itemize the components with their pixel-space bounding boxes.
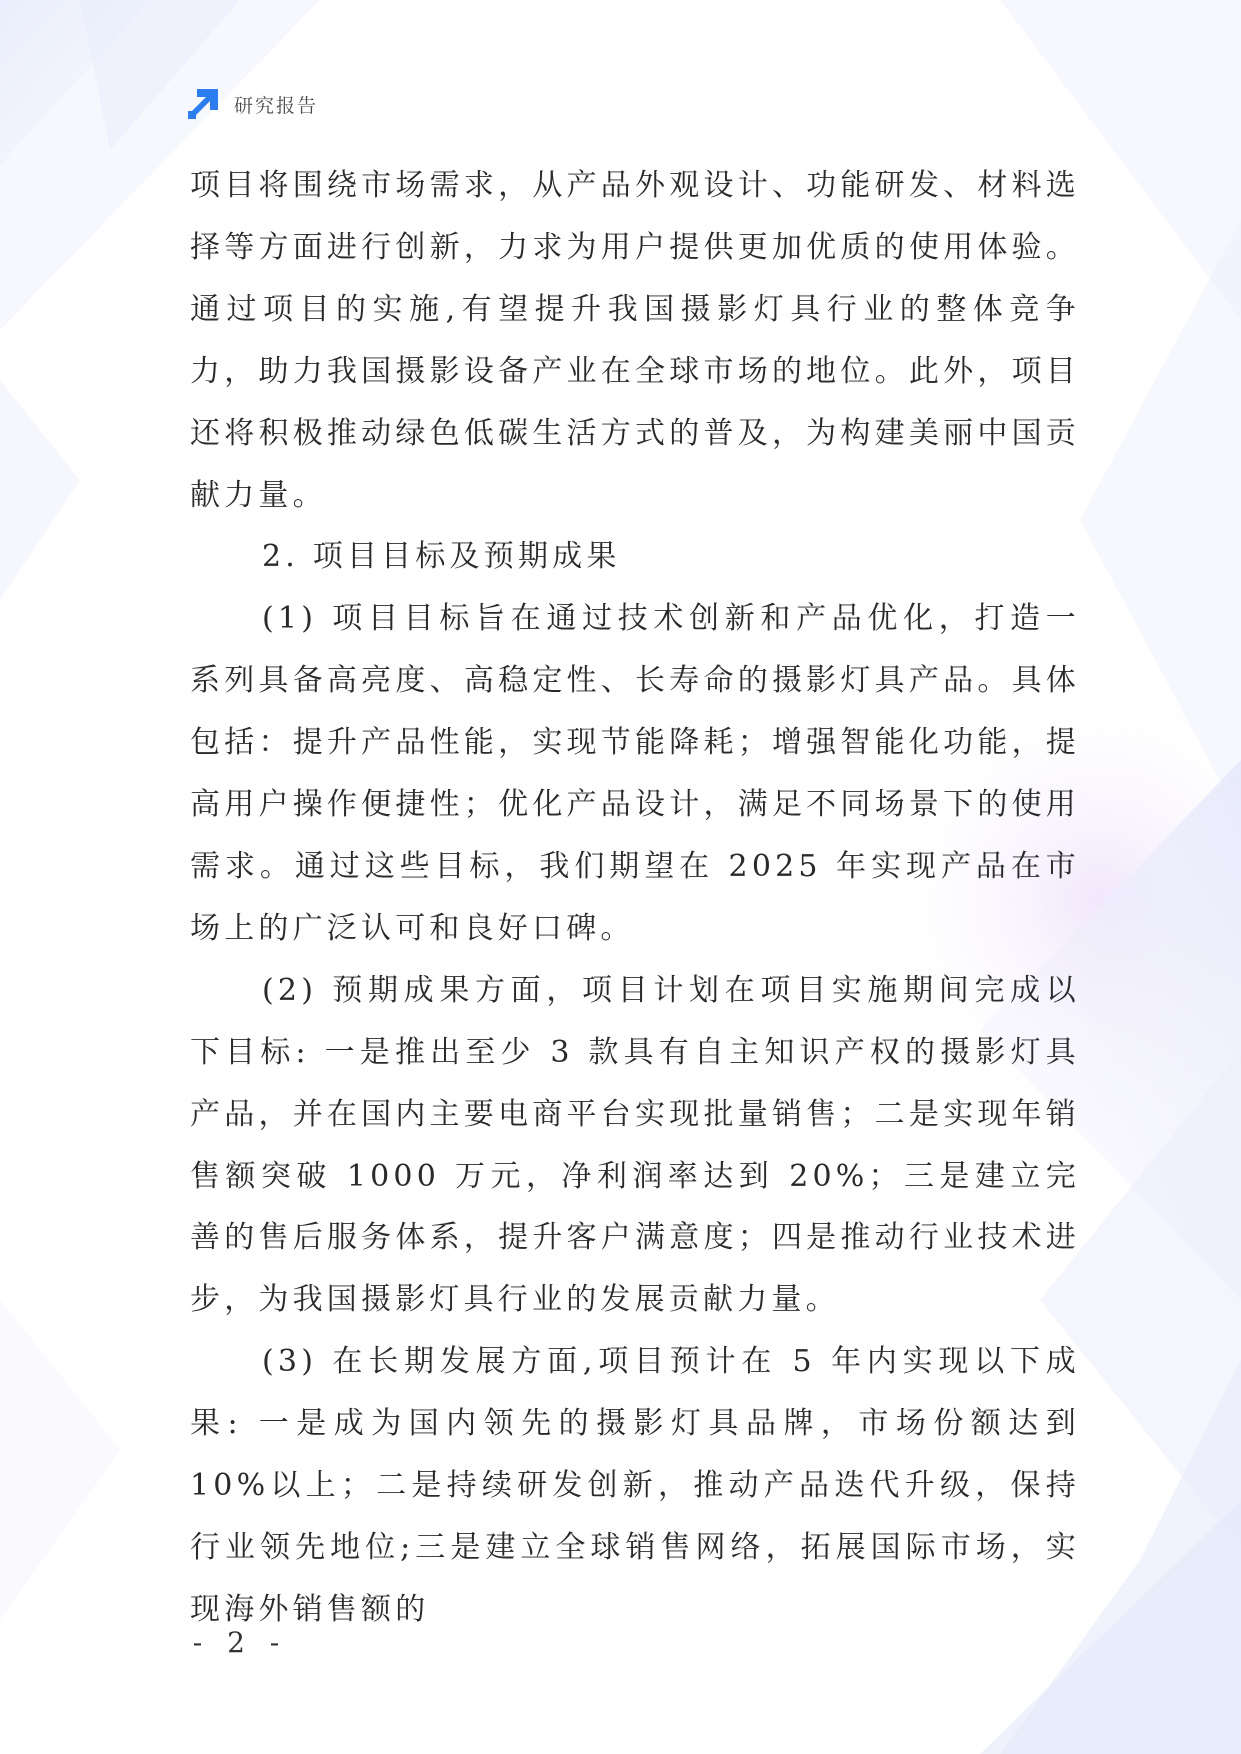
header-title: 研究报告 — [234, 94, 319, 117]
section-heading: 2. 项目目标及预期成果 — [262, 539, 621, 575]
paragraph-intro: 项目将围绕市场需求，从产品外观设计、功能研发、材料选择等方面进行创新，力求为用户提供更加优质的使用体验。通过项目的实施,有望提升我国摄影灯具行业的整体竞争力，助力我国摄影设备产业在全球市场的地位。此外，项目还将积极推动绿色低碳生活方式的普及，为构建美丽中国贡献力量。 — [190, 168, 1080, 513]
paragraph-long-term: (3) 在长期发展方面,项目预计在 5 年内实现以下成果: 一是成为国内领先的摄影灯具品牌，市场份额达到 10%以上；二是持续研发创新，推动产品迭代升级，保持行业领先地位;三是建立全球销售网络，拓展国际市场，实现海外销售额的 — [190, 1344, 1080, 1627]
document-body — [190, 155, 1080, 1641]
arrow-up-right-icon — [186, 87, 220, 121]
report-header — [186, 86, 318, 122]
page-number: - 2 - — [192, 1626, 288, 1659]
paragraph-goal: (1) 项目目标旨在通过技术创新和产品优化，打造一系列具备高亮度、高稳定性、长寿命的摄影灯具产品。具体包括：提升产品性能，实现节能降耗；增强智能化功能，提高用户操作便捷性；优化产品设计，满足不同场景下的使用需求。通过这些目标，我们期望在 2025 年实现产品在市场上的广泛认可和良好口碑。 — [190, 601, 1080, 946]
paragraph-expected-results: (2) 预期成果方面，项目计划在项目实施期间完成以下目标: 一是推出至少 3 款具有自主知识产权的摄影灯具产品，并在国内主要电商平台实现批量销售；二是实现年销售额突破 1000 万元，净利润率达到 20%；三是建立完善的售后服务体系，提升客户满意度；四是推动行业技术进步，为我国摄影灯具行业的发展贡献力量。 — [190, 972, 1080, 1318]
